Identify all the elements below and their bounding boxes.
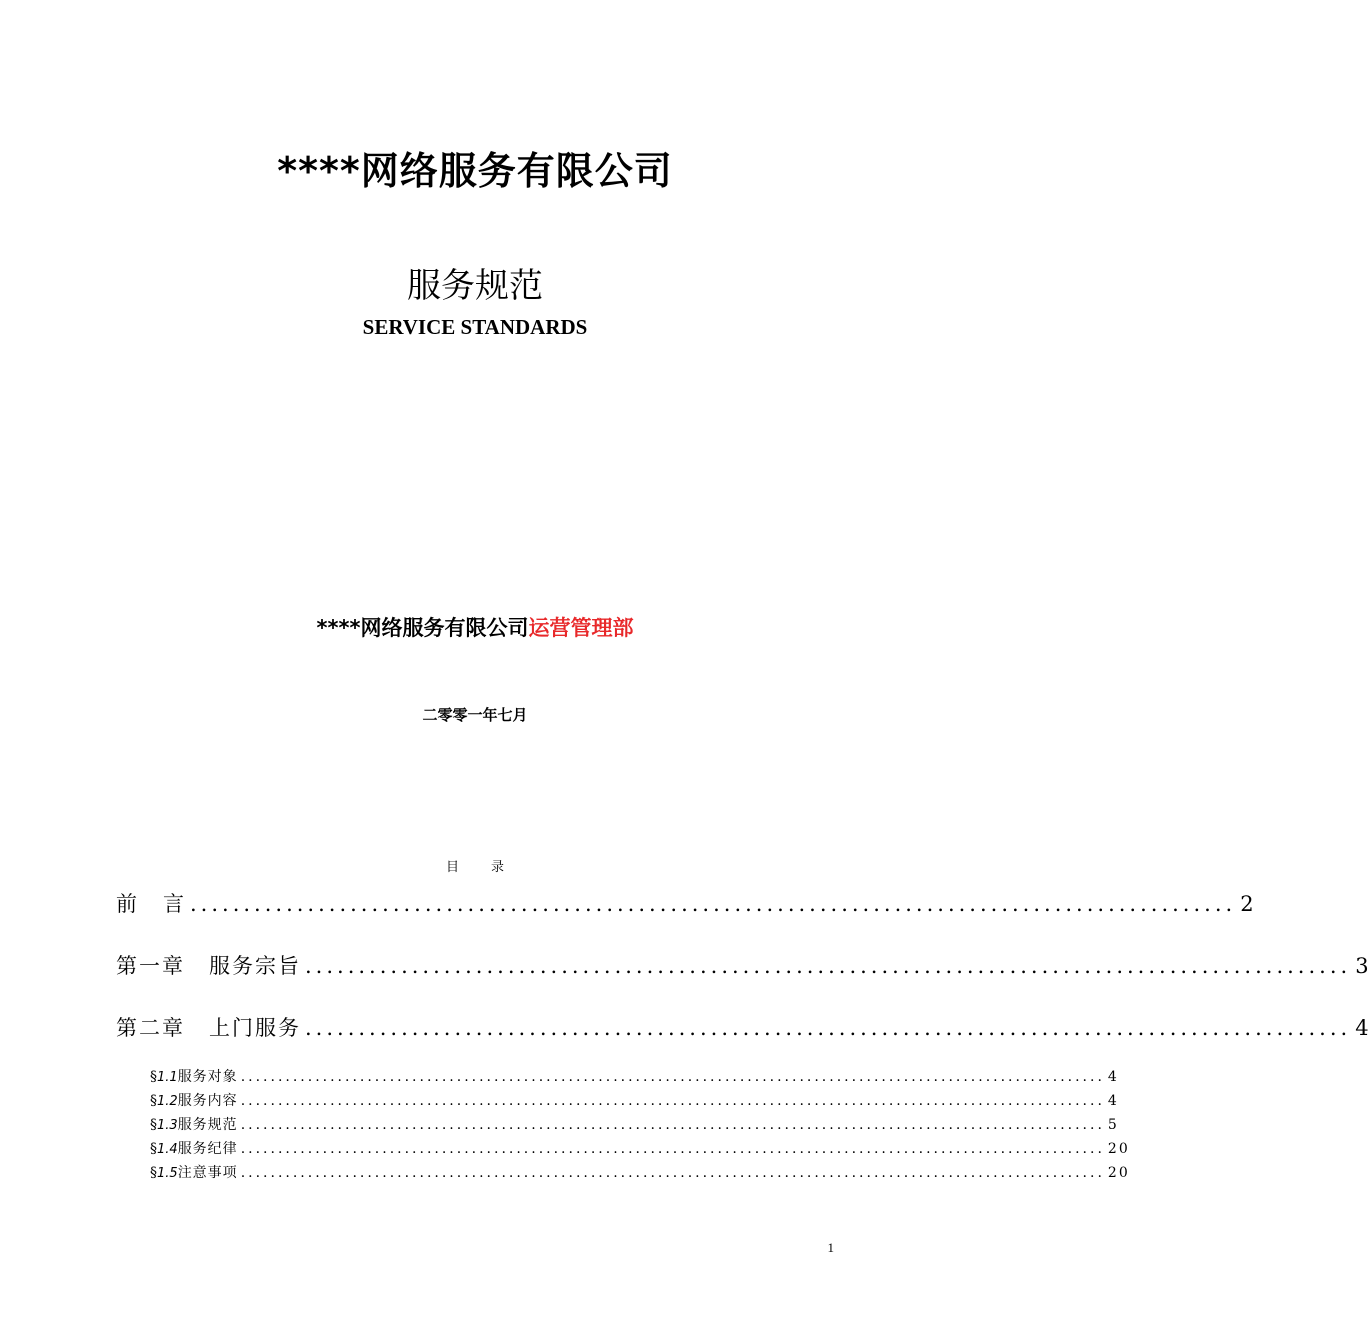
toc-entry-page: 2	[1240, 892, 1254, 916]
toc-subentry[interactable]	[150, 1114, 1119, 1134]
toc-leader-dots: ....................................................................................................................	[240, 1165, 1105, 1181]
toc-subentry[interactable]	[150, 1138, 1130, 1158]
toc-entry-page: 3	[1355, 954, 1369, 978]
toc-entry-page: 4	[1355, 1016, 1369, 1040]
department-company: ****网络服务有限公司	[316, 616, 529, 640]
toc-subentry-page: 4	[1107, 1069, 1119, 1085]
section-symbol: §	[150, 1165, 157, 1181]
toc-subentry-number: 1.5	[157, 1166, 178, 1181]
toc-subentry-label: 服务对象	[177, 1069, 238, 1085]
document-title-english: SERVICE STANDARDS	[362, 315, 588, 339]
toc-entry[interactable]	[116, 888, 1254, 918]
toc-heading-right: 录	[491, 860, 505, 875]
toc-subentry-page: 20	[1107, 1141, 1130, 1157]
toc-subentry-page: 5	[1107, 1117, 1119, 1133]
toc-leader-dots: ..................................................................................................	[305, 954, 1352, 978]
toc-heading-left: 目	[445, 860, 459, 875]
toc-subentry[interactable]	[150, 1090, 1119, 1110]
toc-leader-dots: ....................................................................................................................	[240, 1069, 1105, 1085]
toc-subentry[interactable]	[150, 1162, 1130, 1182]
section-symbol: §	[150, 1069, 157, 1085]
toc-entry[interactable]	[116, 1012, 1369, 1042]
document-date: 二零零一年七月	[422, 706, 528, 724]
toc-leader-dots: ....................................................................................................................	[240, 1141, 1105, 1157]
toc-subentry-label: 服务规范	[177, 1117, 238, 1133]
toc-subentry-page: 4	[1107, 1093, 1119, 1109]
toc-entry[interactable]	[116, 950, 1369, 980]
toc-heading	[0, 856, 950, 875]
section-symbol: §	[150, 1117, 157, 1133]
page-number: 1	[827, 1240, 834, 1255]
toc-subentry-number: 1.1	[157, 1070, 178, 1085]
toc-subentry[interactable]	[150, 1066, 1119, 1086]
toc-subentry-label: 注意事项	[177, 1165, 238, 1181]
department-line	[0, 612, 950, 642]
toc-leader-dots: ....................................................................................................................	[240, 1117, 1105, 1133]
document-title-chinese: 服务规范	[407, 266, 543, 306]
section-symbol: §	[150, 1093, 157, 1109]
company-title: ****网络服务有限公司	[277, 149, 673, 193]
toc-entry-label: 第一章 服务宗旨	[116, 954, 301, 978]
toc-entry-label: 第二章 上门服务	[116, 1016, 301, 1040]
toc-subentry-number: 1.4	[157, 1142, 178, 1157]
toc-subentry-number: 1.2	[157, 1094, 178, 1109]
toc-leader-dots: ....................................................................................................................	[240, 1093, 1105, 1109]
toc-subentry-label: 服务内容	[177, 1093, 238, 1109]
toc-subentry-number: 1.3	[157, 1118, 178, 1133]
department-name: 运营管理部	[528, 616, 634, 640]
toc-subentry-label: 服务纪律	[177, 1141, 238, 1157]
toc-entry-label: 前 言	[116, 892, 186, 916]
section-symbol: §	[150, 1141, 157, 1157]
toc-leader-dots: ..................................................................................................	[190, 892, 1237, 916]
toc-subentry-page: 20	[1107, 1165, 1130, 1181]
toc-leader-dots: ..................................................................................................	[305, 1016, 1352, 1040]
